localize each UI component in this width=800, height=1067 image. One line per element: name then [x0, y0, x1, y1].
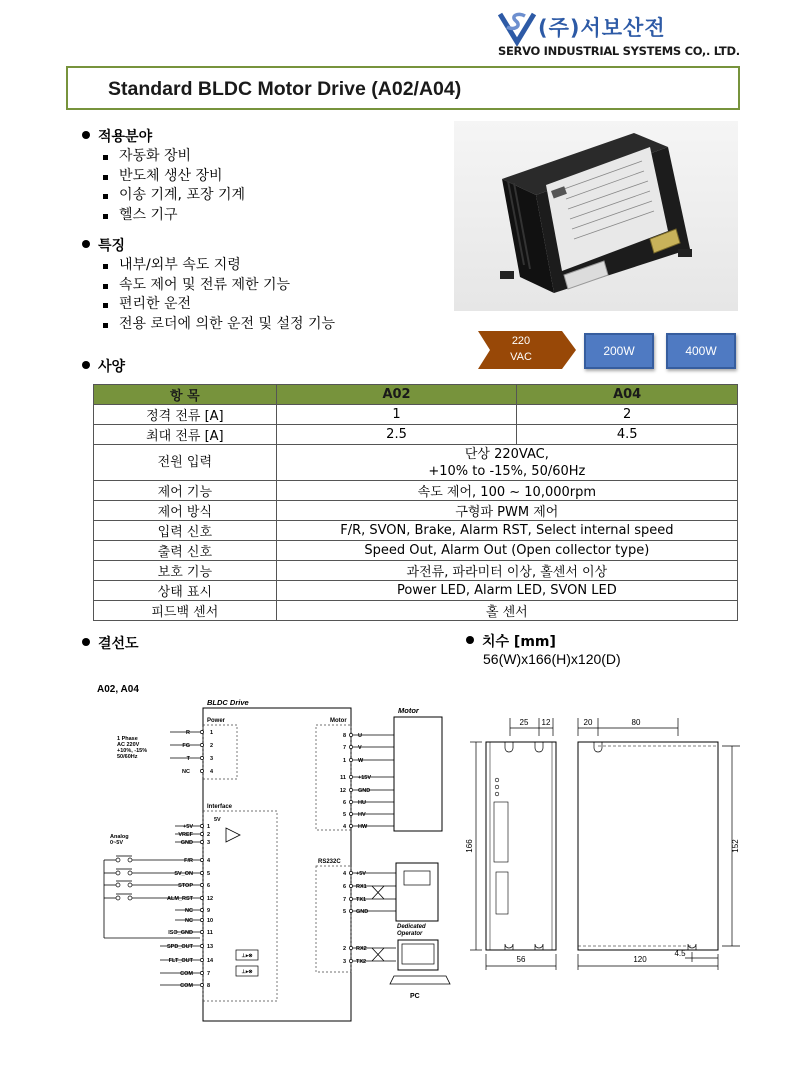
pin-terminal — [200, 908, 203, 911]
cell-a04: 2 — [517, 405, 738, 425]
cell-value-line: 단상 220VAC, — [464, 446, 549, 462]
features-heading-text: 특징 — [98, 238, 126, 254]
pin-terminal — [349, 946, 352, 949]
switch-contact — [116, 871, 120, 875]
motor-box — [394, 717, 442, 831]
side-dim-20: 20 — [583, 718, 593, 727]
cell-value: Power LED, Alarm LED, SVON LED — [276, 581, 737, 601]
bullet-icon — [466, 636, 474, 644]
company-name-english: SERVO INDUSTRIAL SYSTEMS CO,. LTD. — [498, 44, 740, 58]
pin-terminal — [349, 871, 352, 874]
power-pin-number: 2 — [210, 743, 214, 749]
column-header: A04 — [517, 385, 738, 405]
motor-pin-number: 1 — [342, 758, 346, 764]
product-photo — [454, 121, 738, 311]
motor-group-label: Motor — [330, 718, 347, 724]
dimensions-heading-text: 치수 [mm] — [482, 634, 556, 650]
interface-pin-number: 13 — [207, 944, 214, 950]
operator-label: Dedicated — [397, 924, 426, 930]
table-row — [94, 405, 738, 425]
table-row — [94, 521, 738, 541]
motor-pin-name: V — [358, 745, 362, 751]
pin-terminal — [349, 897, 352, 900]
pin-terminal — [349, 758, 352, 761]
power-input-label: 1 Phase — [117, 736, 138, 742]
comparator-symbol — [226, 828, 240, 842]
pin-terminal — [349, 812, 352, 815]
pin-terminal — [200, 871, 203, 874]
led-indicator — [495, 778, 499, 782]
motor-pin-number: 5 — [342, 812, 346, 818]
list-item: 전용 로더에 의한 운전 및 설정 기능 — [99, 315, 335, 335]
table-header-row — [94, 385, 738, 405]
table-row — [94, 501, 738, 521]
spec-heading — [82, 356, 125, 376]
cell-a04: 4.5 — [517, 425, 738, 445]
list-item: 자동화 장비 — [99, 147, 245, 167]
interface-pin-number: 10 — [207, 918, 214, 924]
rs232-pin-number: 4 — [342, 871, 346, 877]
interface-group-label: Interface — [207, 804, 233, 810]
bullet-icon — [82, 361, 90, 369]
rs232-group-label: RS232C — [318, 859, 341, 865]
front-dim-25: 25 — [519, 718, 529, 727]
interface-pin-number: 11 — [207, 930, 213, 936]
pin-terminal — [349, 909, 352, 912]
list-item: 속도 제어 및 전류 제한 기능 — [99, 276, 335, 296]
table-row — [94, 561, 738, 581]
interface-pin-name: ALM_RST — [167, 896, 193, 902]
rs232-pin-number: 3 — [342, 959, 346, 965]
pc-keyboard — [390, 976, 450, 984]
switch-contact — [128, 896, 132, 900]
interface-pin-number: 6 — [207, 883, 211, 889]
power-group-box — [203, 725, 237, 779]
rs232-pin-name: GND — [356, 909, 369, 915]
motor-pin-name: GND — [358, 788, 371, 794]
pin-terminal — [200, 769, 203, 772]
table-row — [94, 541, 738, 561]
pin-terminal — [349, 788, 352, 791]
features-heading — [82, 235, 125, 255]
motor-pin-number: 7 — [342, 745, 346, 751]
opto-symbol: ⊥▸⊗ — [241, 953, 253, 959]
pc-screen — [402, 944, 434, 964]
bullet-icon — [82, 240, 90, 248]
power-pin-number: 4 — [210, 769, 214, 775]
interface-pin-number: 5 — [207, 871, 211, 877]
motor-pin-name: HV — [358, 812, 366, 818]
pin-terminal — [200, 971, 203, 974]
row-label: 정격 전류 [A] — [94, 405, 277, 425]
company-name-korean: (주)서보산전 — [538, 16, 666, 40]
row-label: 제어 기능 — [94, 481, 277, 501]
side-view-outline — [578, 742, 718, 950]
connector-interface — [494, 802, 508, 862]
pin-terminal — [200, 918, 203, 921]
wiring-diagram — [0, 680, 800, 1067]
switch-contact — [116, 858, 120, 862]
interface-pin-number: 12 — [207, 896, 214, 902]
features-list — [99, 256, 335, 334]
pin-terminal — [200, 840, 203, 843]
table-row — [94, 425, 738, 445]
interface-pin-number: 8 — [207, 983, 211, 989]
dimension-drawing — [465, 718, 740, 970]
wiring-heading — [82, 633, 139, 653]
motor-label: Motor — [398, 706, 419, 715]
pin-terminal — [349, 824, 352, 827]
rs232-pin-name: +5V — [356, 871, 366, 877]
operator-label: Operator — [397, 931, 423, 937]
column-header: A02 — [276, 385, 517, 405]
switch-contact — [128, 883, 132, 887]
table-row — [94, 481, 738, 501]
pin-terminal — [349, 959, 352, 962]
cell-value: 구형파 PWM 제어 — [276, 501, 737, 521]
column-header: 항 목 — [94, 385, 277, 405]
pin-terminal — [349, 775, 352, 778]
front-dim-height: 166 — [465, 839, 474, 853]
applications-heading — [82, 126, 152, 146]
cell-value: 과전류, 파라미터 이상, 홀센서 이상 — [276, 561, 737, 581]
pin-terminal — [200, 944, 203, 947]
table-row — [94, 445, 738, 481]
power-pin-name: R — [186, 730, 190, 736]
switch-contact — [128, 858, 132, 862]
pin-terminal — [349, 884, 352, 887]
front-dim-width: 56 — [516, 955, 526, 964]
row-label: 입력 신호 — [94, 521, 277, 541]
cell-value — [276, 445, 737, 481]
title-box — [66, 66, 740, 110]
interface-pin-name: SPD_OUT — [167, 944, 193, 950]
logo-mark-icon — [498, 10, 538, 46]
interface-pin-number: 9 — [207, 908, 211, 914]
power-input-label: AC 220V — [117, 742, 140, 748]
cell-value: 속도 제어, 100 ~ 10,000rpm — [276, 481, 737, 501]
opto-symbol: ⊥▸⊗ — [241, 969, 253, 975]
interface-pin-number: 1 — [207, 824, 211, 830]
rs232-pin-number: 5 — [342, 909, 346, 915]
power-pin-name: NC — [182, 769, 190, 775]
pin-terminal — [200, 883, 203, 886]
power-pin-number: 1 — [210, 730, 214, 736]
table-row — [94, 581, 738, 601]
interface-pin-name: SV_ON — [174, 871, 193, 877]
pin-terminal — [200, 930, 203, 933]
rs232-pin-number: 6 — [342, 884, 346, 890]
interface-pin-name: STOP — [178, 883, 193, 889]
motor-pin-number: 12 — [339, 788, 346, 794]
power-pin-name: FG — [182, 743, 190, 749]
table-row — [94, 601, 738, 621]
cell-value: 홀 센서 — [276, 601, 737, 621]
switch-contact — [116, 883, 120, 887]
rs232-pin-name: RX1 — [356, 884, 367, 890]
dimensions-text: 56(W)x166(H)x120(D) — [483, 651, 621, 667]
cell-value: F/R, SVON, Brake, Alarm RST, Select internal speed — [276, 521, 737, 541]
voltage-value: 220 — [511, 335, 531, 347]
company-logo — [498, 10, 748, 60]
rs232-group-box — [316, 866, 351, 972]
interface-pin-name: NC — [185, 918, 193, 924]
power-pin-name: T — [186, 756, 190, 762]
side-dim-offset: 4.5 — [674, 949, 686, 958]
interface-pin-name: +5V — [183, 824, 193, 830]
cell-a02: 1 — [276, 405, 517, 425]
led-indicator — [495, 785, 499, 789]
interface-pin-name: F/R — [184, 858, 193, 864]
pin-terminal — [200, 896, 203, 899]
power-input-label: +10%, -15% — [117, 748, 148, 754]
interface-pin-number: 7 — [207, 971, 211, 977]
interface-pin-name: GND — [180, 840, 193, 846]
motor-pin-name: W — [358, 758, 364, 764]
power-pin-number: 3 — [210, 756, 214, 762]
motor-pin-number: 6 — [342, 800, 346, 806]
switch-contact — [128, 871, 132, 875]
interface-pin-name: FLT_OUT — [168, 958, 193, 964]
cell-value-line: +10% to -15%, 50/60Hz — [428, 463, 586, 479]
front-dim-12: 12 — [541, 718, 551, 727]
wiring-heading-text: 결선도 — [98, 636, 139, 652]
row-label: 제어 방식 — [94, 501, 277, 521]
pin-terminal — [200, 824, 203, 827]
pin-terminal — [200, 756, 203, 759]
motor-pin-name: U — [358, 733, 362, 739]
rating-badge-400w: 400W — [666, 333, 736, 369]
applications-list — [99, 147, 245, 225]
list-item: 반도체 생산 장비 — [99, 167, 245, 187]
spec-heading-text: 사양 — [98, 359, 126, 375]
pin-terminal — [349, 800, 352, 803]
pin-terminal — [349, 745, 352, 748]
interface-pin-name: VREF — [178, 832, 193, 838]
rs232-pin-number: 2 — [342, 946, 346, 952]
motor-pin-name: HW — [358, 824, 368, 830]
side-dim-80: 80 — [631, 718, 641, 727]
interface-pin-number: 3 — [207, 840, 211, 846]
spec-table — [93, 384, 738, 621]
side-dim-height: 152 — [731, 839, 740, 853]
row-label: 전원 입력 — [94, 445, 277, 481]
list-item: 이송 기계, 포장 기계 — [99, 186, 245, 206]
interface-pin-number: 14 — [207, 958, 214, 964]
motor-pin-name: +15V — [358, 775, 371, 781]
interface-pin-name: NC — [185, 908, 193, 914]
motor-pin-number: 4 — [342, 824, 346, 830]
pin-terminal — [200, 983, 203, 986]
applications-heading-text: 적용분야 — [98, 129, 153, 145]
operator-display — [404, 871, 430, 885]
row-label: 출력 신호 — [94, 541, 277, 561]
pin-terminal — [200, 743, 203, 746]
row-label: 보호 기능 — [94, 561, 277, 581]
five-volt-label: 5V — [214, 817, 221, 823]
list-item: 편리한 운전 — [99, 295, 335, 315]
connector-db — [496, 872, 508, 914]
pin-terminal — [200, 858, 203, 861]
pin-terminal — [349, 733, 352, 736]
row-label: 상태 표시 — [94, 581, 277, 601]
interface-pin-name: COM — [180, 971, 193, 977]
interface-pin-number: 4 — [207, 858, 211, 864]
dimensions-heading — [466, 631, 556, 651]
rs232-pin-name: TX1 — [356, 897, 367, 903]
voltage-badge — [478, 333, 564, 365]
model-label: A02, A04 — [97, 684, 139, 695]
rating-badge-200w: 200W — [584, 333, 654, 369]
motor-drive-image — [454, 121, 738, 311]
rs232-pin-name: RX2 — [356, 946, 367, 952]
wiring-drawing — [97, 684, 450, 1021]
cell-value: Speed Out, Alarm Out (Open collector type) — [276, 541, 737, 561]
interface-pin-name: ISO_GND — [168, 930, 193, 936]
rs232-pin-name: TX2 — [356, 959, 367, 965]
motor-pin-name: HU — [358, 800, 366, 806]
rs232-pin-number: 7 — [342, 897, 346, 903]
bullet-icon — [82, 638, 90, 646]
list-item: 내부/외부 속도 지령 — [99, 256, 335, 276]
drive-label: BLDC Drive — [207, 698, 249, 707]
side-dim-width: 120 — [633, 955, 647, 964]
switch-contact — [116, 896, 120, 900]
motor-pin-number: 8 — [342, 733, 346, 739]
row-label: 최대 전류 [A] — [94, 425, 277, 445]
analog-label: Analog — [110, 834, 129, 840]
motor-pin-number: 11 — [340, 775, 346, 781]
pin-terminal — [200, 730, 203, 733]
power-group-label: Power — [207, 718, 226, 724]
pc-label: PC — [410, 993, 420, 1000]
analog-label: 0~5V — [110, 840, 123, 846]
led-indicator — [495, 792, 499, 796]
power-input-label: 50/60Hz — [117, 754, 138, 760]
voltage-unit: VAC — [510, 351, 532, 363]
pin-terminal — [200, 832, 203, 835]
cell-a02: 2.5 — [276, 425, 517, 445]
row-label: 피드백 센서 — [94, 601, 277, 621]
page-title: Standard BLDC Motor Drive (A02/A04) — [108, 78, 462, 100]
interface-pin-number: 2 — [207, 832, 211, 838]
pin-terminal — [200, 958, 203, 961]
bullet-icon — [82, 131, 90, 139]
interface-pin-name: COM — [180, 983, 193, 989]
list-item: 헬스 기구 — [99, 206, 245, 226]
